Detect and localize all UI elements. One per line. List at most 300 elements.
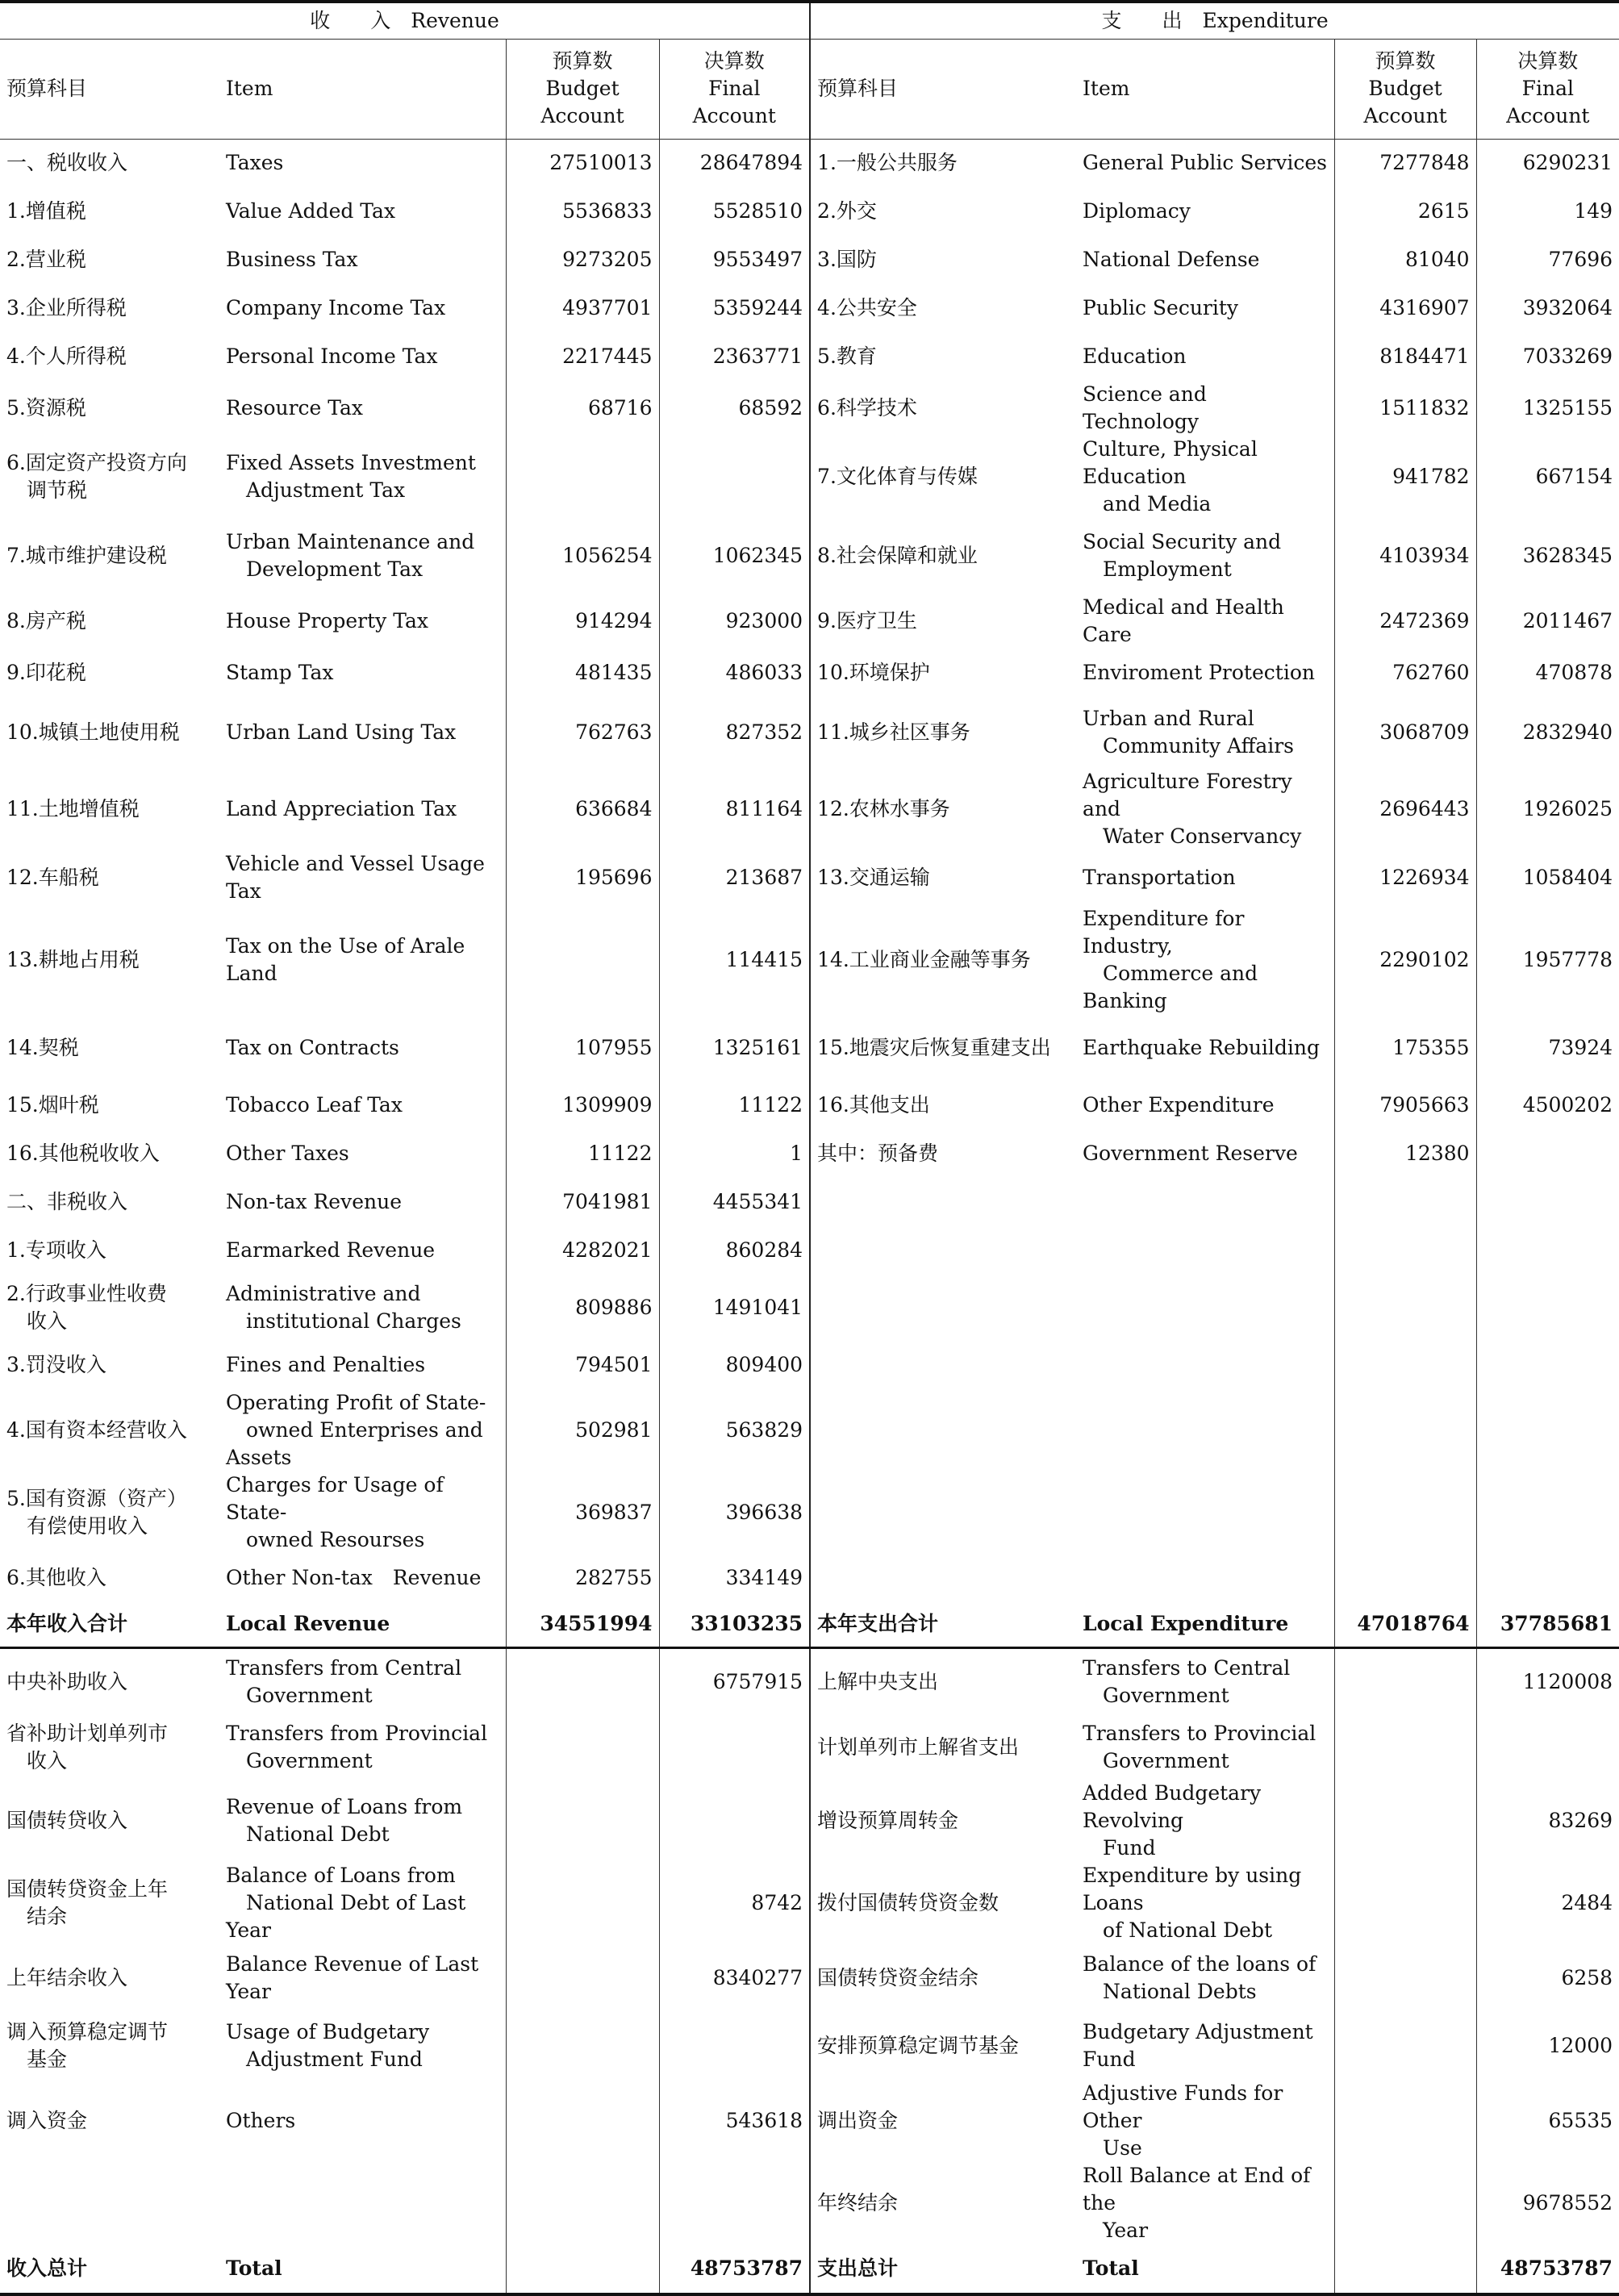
revenue-item-en: Charges for Usage of State- owned Resourses: [226, 1473, 444, 1551]
expenditure-budget: [1334, 1780, 1476, 1862]
expenditure-final: 149: [1476, 187, 1619, 236]
expenditure-item-cn: 2.外交: [810, 187, 1076, 236]
total-revenue-cn: 收入总计: [0, 2244, 219, 2294]
table-row: [0, 2162, 1619, 2244]
revenue-budget: 502981: [506, 1389, 659, 1472]
revenue-final: 486033: [659, 649, 810, 697]
revenue-budget: [506, 1862, 659, 1944]
revenue-final: 1491041: [659, 1275, 810, 1341]
table-row: [0, 850, 1619, 905]
revenue-item-en: Urban Maintenance and Development Tax: [226, 530, 475, 581]
revenue-item-en: Land Appreciation Tax: [226, 797, 457, 820]
table-row: [0, 518, 1619, 594]
expenditure-final: 2484: [1476, 1862, 1619, 1944]
revenue-final: 213687: [659, 850, 810, 905]
expenditure-item-en: Roll Balance at End of the Year: [1083, 2164, 1311, 2242]
expenditure-final: 1058404: [1476, 850, 1619, 905]
revenue-final: 9553497: [659, 236, 810, 284]
col-header-cn: 预算科目: [810, 39, 1076, 139]
revenue-final: [659, 1715, 810, 1780]
table-row: [0, 1389, 1619, 1472]
revenue-item-en: Transfers from Provincial Government: [226, 1722, 488, 1772]
expenditure-final: [1476, 1554, 1619, 1602]
revenue-final: 543618: [659, 2080, 810, 2162]
revenue-final: 28647894: [659, 139, 810, 187]
transfer-rows: [0, 1647, 1619, 2244]
expenditure-budget: [1334, 1715, 1476, 1780]
revenue-item-en: Non-tax Revenue: [226, 1190, 403, 1213]
expenditure-item-cn: 上解中央支出: [810, 1647, 1076, 1715]
expenditure-item-en: Medical and Health Care: [1083, 595, 1284, 646]
revenue-final: 114415: [659, 905, 810, 1015]
table-row: [0, 381, 1619, 436]
table-row: [0, 697, 1619, 768]
total-revenue-final: 48753787: [659, 2244, 810, 2294]
expenditure-final: 667154: [1476, 436, 1619, 518]
col-header-en: Item: [219, 39, 506, 139]
revenue-budget: [506, 436, 659, 518]
revenue-item-en: Company Income Tax: [226, 296, 446, 319]
expenditure-budget: 2696443: [1334, 768, 1476, 850]
expenditure-final: 1325155: [1476, 381, 1619, 436]
revenue-item-cn: 3.企业所得税: [6, 296, 127, 319]
revenue-final: 1: [659, 1129, 810, 1178]
revenue-final: [659, 1780, 810, 1862]
expenditure-final: [1476, 1389, 1619, 1472]
expenditure-item-en: Transportation: [1083, 866, 1236, 889]
expenditure-budget: 175355: [1334, 1015, 1476, 1081]
main-rows: [0, 139, 1619, 1602]
expenditure-budget: [1334, 1178, 1476, 1226]
revenue-item-en: Tax on Contracts: [226, 1036, 399, 1059]
table-row: [0, 139, 1619, 187]
table-row: [0, 905, 1619, 1015]
table-row: [0, 768, 1619, 850]
expenditure-item-cn: 10.环境保护: [810, 649, 1076, 697]
expenditure-final: [1476, 1178, 1619, 1226]
revenue-item-cn: 13.耕地占用税: [6, 948, 140, 971]
table-row: [0, 1472, 1619, 1554]
subtotal-expenditure-cn: 本年支出合计: [810, 1602, 1076, 1647]
expenditure-final: 1957778: [1476, 905, 1619, 1015]
column-header-row: [0, 39, 1619, 139]
total-expenditure-budget: [1334, 2244, 1476, 2294]
revenue-item-cn: 4.国有资本经营收入: [6, 1418, 187, 1442]
revenue-item-cn: 11.土地增值税: [6, 797, 140, 820]
table-row: [0, 332, 1619, 381]
revenue-item-en: House Property Tax: [226, 609, 428, 632]
expenditure-budget: [1334, 1389, 1476, 1472]
revenue-item-en: Personal Income Tax: [226, 344, 438, 368]
expenditure-item-en: Culture, Physical Education and Media: [1083, 437, 1258, 516]
expenditure-item-en: Transfers to Central Government: [1076, 1647, 1334, 1715]
expenditure-budget: 3068709: [1334, 697, 1476, 768]
revenue-final: [659, 2012, 810, 2080]
expenditure-budget: [1334, 1647, 1476, 1715]
expenditure-item-en: [1076, 1226, 1334, 1275]
revenue-final: 4455341: [659, 1178, 810, 1226]
expenditure-item-cn: [810, 1389, 1076, 1472]
expenditure-item-cn: 15.地震灾后恢复重建支出: [810, 1015, 1076, 1081]
expenditure-final: 1926025: [1476, 768, 1619, 850]
revenue-final: 5359244: [659, 284, 810, 332]
revenue-item-cn: 16.其他税收收入: [6, 1142, 160, 1165]
expenditure-item-cn: 调出资金: [810, 2080, 1076, 2162]
table-row: [0, 1081, 1619, 1129]
revenue-final: 563829: [659, 1389, 810, 1472]
revenue-item-cn: 国债转贷收入: [6, 1809, 128, 1832]
revenue-item-cn: 9.印花税: [6, 661, 86, 684]
revenue-budget: [506, 1715, 659, 1780]
expenditure-item-cn: 1.一般公共服务: [810, 139, 1076, 187]
revenue-item-cn: 一、税收收入: [6, 151, 128, 175]
expenditure-final: 73924: [1476, 1015, 1619, 1081]
revenue-item-en: Business Tax: [226, 248, 358, 271]
expenditure-item-cn: 16.其他支出: [810, 1081, 1076, 1129]
expenditure-item-cn: 拨付国债转贷资金数: [810, 1862, 1076, 1944]
expenditure-budget: 2615: [1334, 187, 1476, 236]
total-row: [0, 2244, 1619, 2294]
table-row: [0, 1944, 1619, 2012]
revenue-final: 396638: [659, 1472, 810, 1554]
revenue-budget: 636684: [506, 768, 659, 850]
revenue-item-en: Other Taxes: [226, 1142, 349, 1165]
expenditure-item-en: Diplomacy: [1083, 199, 1191, 223]
revenue-final: 334149: [659, 1554, 810, 1602]
expenditure-item-en: Urban and Rural Community Affairs: [1083, 707, 1295, 758]
revenue-item-en: Stamp Tax: [226, 661, 334, 684]
expenditure-budget: 1511832: [1334, 381, 1476, 436]
revenue-item-cn: 中央补助收入: [0, 1647, 219, 1715]
expenditure-item-en: Transfers to Provincial Government: [1083, 1722, 1316, 1772]
revenue-budget: 4282021: [506, 1226, 659, 1275]
expenditure-item-cn: 国债转贷资金结余: [810, 1944, 1076, 2012]
revenue-item-cn: 8.房产税: [6, 609, 86, 632]
expenditure-final: 7033269: [1476, 332, 1619, 381]
total-expenditure-cn: 支出总计: [810, 2244, 1076, 2294]
revenue-item-cn: 4.个人所得税: [6, 344, 127, 368]
revenue-final: 1062345: [659, 518, 810, 594]
expenditure-item-cn: 3.国防: [810, 236, 1076, 284]
expenditure-item-en: Enviroment Protection: [1083, 661, 1315, 684]
expenditure-budget: [1334, 2012, 1476, 2080]
expenditure-item-cn: [810, 1341, 1076, 1389]
revenue-budget: [506, 905, 659, 1015]
table-row: [0, 236, 1619, 284]
expenditure-final: 3932064: [1476, 284, 1619, 332]
revenue-item-en: Resource Tax: [226, 396, 364, 420]
expenditure-budget: 2290102: [1334, 905, 1476, 1015]
expenditure-final: 2832940: [1476, 697, 1619, 768]
expenditure-budget: [1334, 2162, 1476, 2244]
table-row: [0, 1178, 1619, 1226]
revenue-item-en: Value Added Tax: [226, 199, 396, 223]
expenditure-item-en: National Defense: [1083, 248, 1260, 271]
revenue-budget: 809886: [506, 1275, 659, 1341]
expenditure-final: 6258: [1476, 1944, 1619, 2012]
expenditure-item-cn: 年终结余: [810, 2162, 1076, 2244]
revenue-item-cn: 6.固定资产投资方向 调节税: [6, 451, 187, 502]
revenue-item-en: [219, 2162, 506, 2244]
revenue-item-en: Urban Land Using Tax: [226, 720, 457, 744]
revenue-final: 11122: [659, 1081, 810, 1129]
col-header-final: 决算数 Final Account: [659, 39, 810, 139]
revenue-item-cn: 上年结余收入: [6, 1966, 128, 1989]
expenditure-item-en: Earthquake Rebuilding: [1083, 1036, 1321, 1059]
expenditure-item-cn: 14.工业商业金融等事务: [810, 905, 1076, 1015]
revenue-item-cn: [0, 2162, 219, 2244]
revenue-item-cn: 5.资源税: [6, 396, 86, 420]
table-row: [0, 2080, 1619, 2162]
expenditure-item-en: Other Expenditure: [1083, 1093, 1275, 1117]
revenue-item-en: Tobacco Leaf Tax: [226, 1093, 403, 1117]
expenditure-item-en: [1076, 1341, 1334, 1389]
expenditure-item-cn: 计划单列市上解省支出: [810, 1715, 1076, 1780]
revenue-item-en: Administrative and institutional Charges: [226, 1282, 461, 1333]
expenditure-budget: 941782: [1334, 436, 1476, 518]
subtotal-expenditure-final: 37785681: [1476, 1602, 1619, 1647]
expenditure-item-cn: 11.城乡社区事务: [810, 697, 1076, 768]
revenue-budget: [506, 1944, 659, 2012]
expenditure-budget: 762760: [1334, 649, 1476, 697]
total-expenditure-final: 48753787: [1476, 2244, 1619, 2294]
revenue-budget: 195696: [506, 850, 659, 905]
table-row: [0, 1226, 1619, 1275]
col-header-budget: 预算数 Budget Account: [506, 39, 659, 139]
revenue-final: 860284: [659, 1226, 810, 1275]
expenditure-final: 1120008: [1476, 1647, 1619, 1715]
expenditure-budget: 1226934: [1334, 850, 1476, 905]
revenue-budget: 9273205: [506, 236, 659, 284]
expenditure-budget: 4316907: [1334, 284, 1476, 332]
revenue-final: 68592: [659, 381, 810, 436]
expenditure-item-en: [1076, 1389, 1334, 1472]
expenditure-item-cn: 12.农林水事务: [810, 768, 1076, 850]
expenditure-item-cn: 8.社会保障和就业: [810, 518, 1076, 594]
expenditure-final: 65535: [1476, 2080, 1619, 2162]
revenue-item-en: Balance of Loans from National Debt of Last Year: [226, 1864, 466, 1942]
expenditure-final: 12000: [1476, 2012, 1619, 2080]
revenue-budget: 5536833: [506, 187, 659, 236]
revenue-final: 1325161: [659, 1015, 810, 1081]
col-header-budget: 预算数 Budget Account: [1334, 39, 1476, 139]
col-header-cn: 预算科目: [0, 39, 219, 139]
section-header-row: [0, 2, 1619, 39]
revenue-item-cn: 调入资金: [6, 2109, 88, 2132]
table-row: [0, 1275, 1619, 1341]
revenue-item-cn: 二、非税收入: [6, 1190, 128, 1213]
revenue-item-en: Vehicle and Vessel Usage Tax: [226, 852, 485, 903]
revenue-final: 5528510: [659, 187, 810, 236]
revenue-item-en: Others: [226, 2109, 296, 2132]
table-row: [0, 1647, 1619, 1715]
expenditure-item-en: Adjustive Funds for Other Use: [1083, 2081, 1283, 2160]
expenditure-final: [1476, 1341, 1619, 1389]
revenue-item-cn: 1.专项收入: [6, 1238, 106, 1262]
expenditure-item-cn: 安排预算稳定调节基金: [810, 2012, 1076, 2080]
expenditure-item-cn: 9.医疗卫生: [810, 594, 1076, 649]
expenditure-item-en: [1076, 1178, 1334, 1226]
subtotal-expenditure-en: Local Expenditure: [1083, 1612, 1289, 1636]
expenditure-final: 83269: [1476, 1780, 1619, 1862]
revenue-item-cn: 7.城市维护建设税: [6, 544, 167, 567]
expenditure-final: 4500202: [1476, 1081, 1619, 1129]
expenditure-item-en: Public Security: [1083, 296, 1239, 319]
expenditure-item-cn: 13.交通运输: [810, 850, 1076, 905]
revenue-item-cn: 14.契税: [6, 1036, 79, 1059]
revenue-item-en: Other Non-tax Revenue: [226, 1566, 482, 1589]
revenue-item-cn: 10.城镇土地使用税: [6, 720, 180, 744]
table-row: [0, 1554, 1619, 1602]
total-expenditure-en: Total: [1076, 2244, 1334, 2294]
revenue-final: 923000: [659, 594, 810, 649]
expenditure-item-en: Agriculture Forestry and Water Conservancy: [1083, 770, 1302, 848]
expenditure-final: [1476, 1472, 1619, 1554]
expenditure-budget: 7905663: [1334, 1081, 1476, 1129]
revenue-final: 827352: [659, 697, 810, 768]
revenue-budget: [506, 1647, 659, 1715]
subtotal-expenditure-budget: 47018764: [1334, 1602, 1476, 1647]
expenditure-item-en: Government Reserve: [1083, 1142, 1298, 1165]
table-row: [0, 649, 1619, 697]
revenue-item-cn: 省补助计划单列市 收入: [6, 1722, 169, 1772]
revenue-budget: 68716: [506, 381, 659, 436]
expenditure-budget: [1334, 2080, 1476, 2162]
expenditure-item-cn: 5.教育: [810, 332, 1076, 381]
revenue-final: 8742: [659, 1862, 810, 1944]
expenditure-final: 2011467: [1476, 594, 1619, 649]
expenditure-budget: 81040: [1334, 236, 1476, 284]
revenue-item-cn: 3.罚没收入: [6, 1353, 106, 1376]
expenditure-item-en: Social Security and Employment: [1083, 530, 1282, 581]
expenditure-item-en: Balance of the loans of National Debts: [1083, 1952, 1316, 2003]
expenditure-final: [1476, 1715, 1619, 1780]
subtotal-revenue-budget: 34551994: [506, 1602, 659, 1647]
expenditure-budget: 2472369: [1334, 594, 1476, 649]
revenue-budget: [506, 2012, 659, 2080]
expenditure-item-en: Expenditure by using Loans of National Debt: [1083, 1864, 1302, 1942]
revenue-budget: 11122: [506, 1129, 659, 1178]
expenditure-budget: [1334, 1862, 1476, 1944]
expenditure-budget: 4103934: [1334, 518, 1476, 594]
revenue-final: [659, 436, 810, 518]
revenue-item-en: Operating Profit of State- owned Enterprises and Assets: [226, 1391, 486, 1469]
expenditure-final: 3628345: [1476, 518, 1619, 594]
expenditure-item-en: General Public Services: [1083, 151, 1327, 175]
total-revenue-budget: [506, 2244, 659, 2294]
revenue-item-en: Usage of Budgetary Adjustment Fund: [226, 2020, 430, 2071]
table-row: [0, 1780, 1619, 1862]
col-header-en: Item: [1076, 39, 1334, 139]
expenditure-budget: 8184471: [1334, 332, 1476, 381]
revenue-budget: 914294: [506, 594, 659, 649]
expenditure-item-en: Added Budgetary Revolving Fund: [1083, 1781, 1262, 1860]
table-row: [0, 1015, 1619, 1081]
subtotal-revenue-final: 33103235: [659, 1602, 810, 1647]
revenue-item-en: Tax on the Use of Arale Land: [226, 934, 465, 985]
table-row: [0, 187, 1619, 236]
expenditure-title: 支 出 Expenditure: [810, 2, 1619, 39]
col-header-final: 决算数 Final Account: [1476, 39, 1619, 139]
expenditure-item-cn: 增设预算周转金: [810, 1780, 1076, 1862]
expenditure-final: [1476, 1226, 1619, 1275]
subtotal-row-group: [0, 1602, 1619, 1647]
subtotal-revenue-en: Local Revenue: [226, 1612, 390, 1636]
revenue-budget: 762763: [506, 697, 659, 768]
revenue-budget: 794501: [506, 1341, 659, 1389]
revenue-final: 6757915: [659, 1647, 810, 1715]
subtotal-row: [0, 1602, 1619, 1647]
revenue-item-en: Transfers from Central Government: [219, 1647, 506, 1715]
revenue-item-en: Fines and Penalties: [226, 1353, 426, 1376]
revenue-item-cn: 6.其他收入: [6, 1566, 106, 1589]
revenue-final: 809400: [659, 1341, 810, 1389]
revenue-title: 收 入 Revenue: [0, 2, 810, 39]
revenue-budget: 282755: [506, 1554, 659, 1602]
table-row: [0, 436, 1619, 518]
expenditure-item-en: [1076, 1554, 1334, 1602]
expenditure-item-cn: 6.科学技术: [810, 381, 1076, 436]
revenue-budget: 107955: [506, 1015, 659, 1081]
expenditure-budget: [1334, 1944, 1476, 2012]
revenue-final: 811164: [659, 768, 810, 850]
revenue-budget: 481435: [506, 649, 659, 697]
expenditure-item-cn: 其中：预备费: [810, 1129, 1076, 1178]
revenue-budget: 27510013: [506, 139, 659, 187]
expenditure-budget: 12380: [1334, 1129, 1476, 1178]
expenditure-item-cn: [810, 1178, 1076, 1226]
expenditure-final: 9678552: [1476, 2162, 1619, 2244]
revenue-final: 8340277: [659, 1944, 810, 2012]
table-row: [0, 284, 1619, 332]
revenue-item-cn: 5.国有资源（资产） 有偿使用收入: [6, 1487, 187, 1538]
expenditure-item-cn: [810, 1472, 1076, 1554]
expenditure-final: [1476, 1129, 1619, 1178]
revenue-budget: [506, 2080, 659, 2162]
revenue-item-en: Balance Revenue of Last Year: [226, 1952, 479, 2003]
revenue-item-cn: 12.车船税: [6, 866, 99, 889]
revenue-budget: 2217445: [506, 332, 659, 381]
table-row: [0, 594, 1619, 649]
total-row-group: [0, 2244, 1619, 2294]
revenue-item-cn: 调入预算稳定调节 基金: [6, 2020, 169, 2071]
revenue-final: 2363771: [659, 332, 810, 381]
revenue-item-cn: 2.行政事业性收费 收入: [6, 1282, 167, 1333]
expenditure-budget: [1334, 1554, 1476, 1602]
revenue-item-cn: 1.增值税: [6, 199, 86, 223]
total-revenue-en: Total: [219, 2244, 506, 2294]
revenue-item-en: Revenue of Loans from National Debt: [226, 1795, 463, 1846]
revenue-item-en: Earmarked Revenue: [226, 1238, 436, 1262]
table-row: [0, 1862, 1619, 1944]
expenditure-item-cn: 7.文化体育与传媒: [810, 436, 1076, 518]
expenditure-final: 77696: [1476, 236, 1619, 284]
expenditure-item-en: Science and Technology: [1083, 382, 1207, 433]
expenditure-budget: [1334, 1275, 1476, 1341]
revenue-budget: 369837: [506, 1472, 659, 1554]
revenue-item-cn: 国债转贷资金上年 结余: [6, 1877, 169, 1928]
table-row: [0, 1715, 1619, 1780]
revenue-item-cn: 2.营业税: [6, 248, 86, 271]
expenditure-budget: [1334, 1472, 1476, 1554]
expenditure-budget: [1334, 1226, 1476, 1275]
table-row: [0, 2012, 1619, 2080]
expenditure-final: [1476, 1275, 1619, 1341]
expenditure-item-cn: [810, 1554, 1076, 1602]
subtotal-revenue-cn: 本年收入合计: [6, 1612, 128, 1636]
expenditure-item-en: Education: [1083, 344, 1187, 368]
expenditure-item-en: [1076, 1472, 1334, 1554]
